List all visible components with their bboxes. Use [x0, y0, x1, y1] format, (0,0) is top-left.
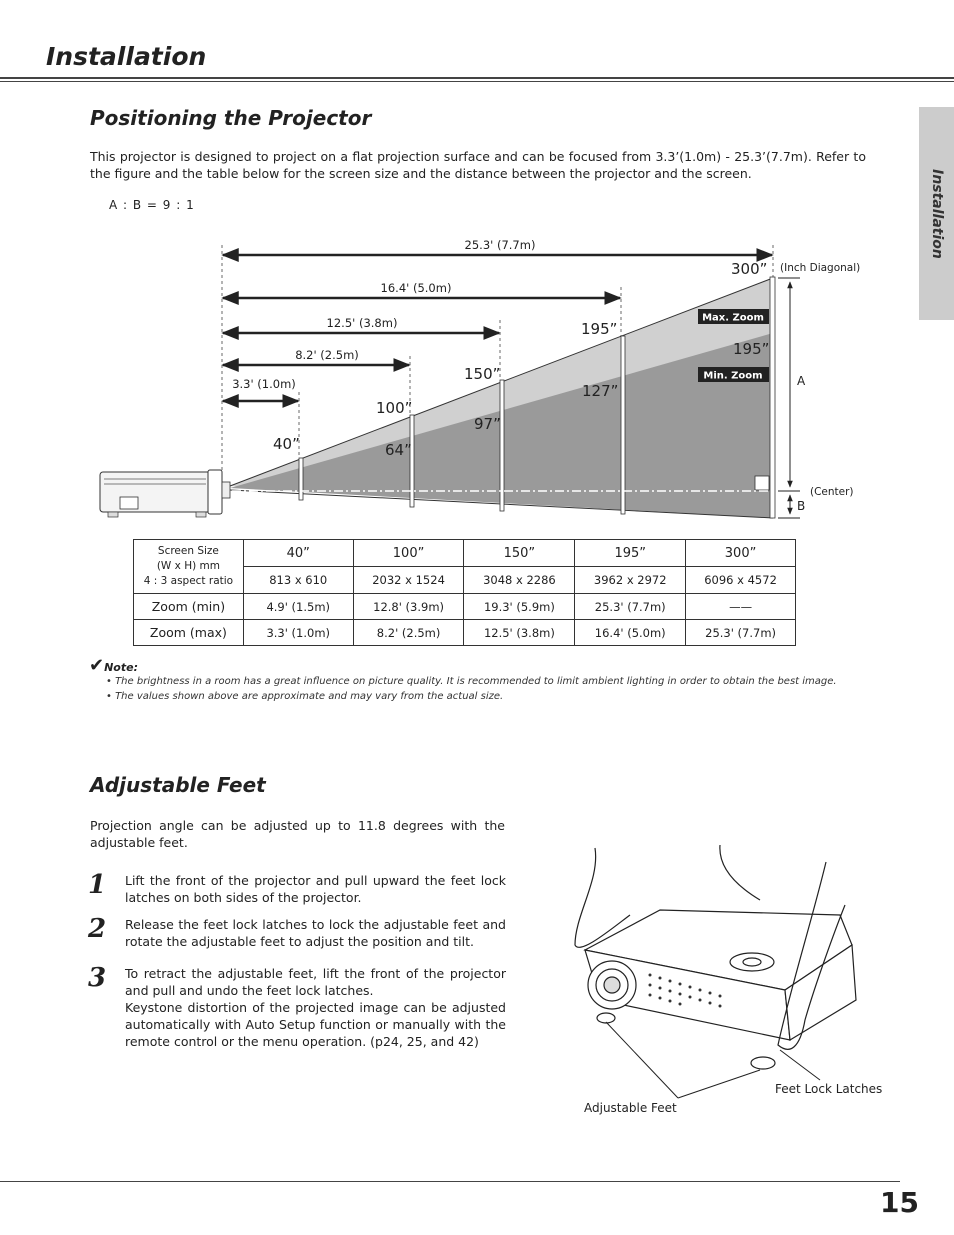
caption-feet-lock-latches: Feet Lock Latches	[775, 1082, 883, 1096]
table-header-label	[134, 540, 244, 594]
zoom-min-cell: 25.3' (7.7m)	[575, 594, 686, 620]
side-tab-label: Installation	[928, 168, 945, 259]
step-text-extra: Keystone distortion of the projected image can be adjusted automatically with Auto Setup function or manually with the remote control or the menu operation. (p24, 25, and 42)	[125, 1000, 506, 1049]
zoom-max-cell: 25.3' (7.7m)	[686, 620, 796, 646]
note-heading	[89, 655, 138, 676]
table-size-cell: 300”	[686, 540, 796, 567]
screen-size-table	[133, 539, 796, 646]
projection-distance-diagram	[95, 228, 885, 528]
step-text: Release the feet lock latches to lock the adjustable feet and rotate the adjustable feet to adjust the position and tilt.	[125, 917, 506, 949]
table-size-cell: 150”	[464, 540, 575, 567]
size-label-max-195: 195”	[581, 320, 618, 338]
zoom-max-label: Zoom (max)	[134, 620, 244, 646]
note-title: Note:	[104, 661, 138, 674]
checkmark-icon: ✔	[89, 655, 105, 676]
table-dim-cell: 3048 x 2286	[464, 567, 575, 594]
projector-side-icon	[100, 470, 230, 517]
screen-195	[621, 336, 625, 514]
section-title-feet: Adjustable Feet	[90, 773, 266, 797]
step-number: 1	[88, 870, 107, 900]
zoom-min-cell: ——	[686, 594, 796, 620]
distance-label-150: 12.5' (3.8m)	[326, 316, 398, 330]
size-label-min-195: 195”	[733, 340, 770, 358]
zoom-max-cell: 8.2' (2.5m)	[353, 620, 464, 646]
projector-hands-illustration	[560, 840, 883, 1110]
zoom-min-cell: 12.8' (3.9m)	[353, 594, 464, 620]
header-line-1: Screen Size	[157, 545, 219, 557]
table-dim-cell: 6096 x 4572	[686, 567, 796, 594]
footer-rule	[0, 1181, 900, 1182]
table-size-cell: 100”	[353, 540, 464, 567]
feet-intro: Projection angle can be adjusted up to 11.8 degrees with the adjustable feet.	[90, 818, 505, 850]
screen-100	[410, 415, 414, 507]
side-tab	[919, 107, 954, 320]
positioning-intro: This projector is designed to project on a flat projection surface and can be focused from 3.3’(1.0m) - 25.3’(7.7m). Refer to the figure and the table below for the screen size and the distance between the projector and the screen.	[90, 149, 866, 181]
section-title-positioning: Positioning the Projector	[90, 106, 372, 130]
aspect-ratio-note: A : B = 9 : 1	[109, 198, 195, 212]
header-rule-thin	[0, 81, 954, 82]
zoom-min-label: Zoom (min)	[134, 594, 244, 620]
center-marker	[755, 476, 769, 490]
step-number: 3	[88, 963, 107, 993]
label-a: A	[797, 374, 806, 388]
size-label-max-100: 100”	[376, 399, 413, 417]
distance-label-300: 25.3' (7.7m)	[464, 238, 536, 252]
zoom-max-cell: 12.5' (3.8m)	[464, 620, 575, 646]
distance-label-40: 3.3' (1.0m)	[232, 377, 296, 391]
step-text: To retract the adjustable feet, lift the front of the projector and pull and undo the feet lock latches.	[125, 966, 506, 998]
distance-label-100: 8.2' (2.5m)	[295, 348, 359, 362]
step-text: Lift the front of the projector and pull upward the feet lock latches on both sides of the projector.	[125, 873, 506, 905]
center-label: (Center)	[810, 486, 854, 498]
size-label-min-127: 127”	[582, 382, 619, 400]
screen-40	[299, 458, 303, 500]
step-number: 2	[88, 914, 107, 944]
min-zoom-label: Min. Zoom	[703, 370, 763, 382]
zoom-max-cell: 16.4' (5.0m)	[575, 620, 686, 646]
zoom-max-cell: 3.3' (1.0m)	[243, 620, 353, 646]
header-rule	[0, 77, 954, 79]
max-zoom-label: Max. Zoom	[702, 312, 764, 324]
header-line-2: (W x H) mm	[156, 560, 220, 572]
caption-adjustable-feet: Adjustable Feet	[584, 1101, 677, 1115]
distance-label-195: 16.4' (5.0m)	[380, 281, 452, 295]
table-size-cell: 40”	[243, 540, 353, 567]
page-title: Installation	[46, 42, 207, 71]
inch-diagonal-label: (Inch Diagonal)	[780, 262, 861, 274]
size-label-300: 300”	[731, 260, 768, 278]
size-label-max-40: 40”	[273, 435, 300, 453]
screen-300	[770, 277, 775, 518]
table-dim-cell: 2032 x 1524	[353, 567, 464, 594]
note-item: • The brightness in a room has a great influence on picture quality. It is recommended to limit ambient lighting in order to obtain the best image.	[106, 676, 837, 687]
size-label-max-150: 150”	[464, 365, 501, 383]
table-dim-cell: 3962 x 2972	[575, 567, 686, 594]
table-size-cell: 195”	[575, 540, 686, 567]
zoom-min-cell: 19.3' (5.9m)	[464, 594, 575, 620]
label-b: B	[797, 499, 806, 513]
size-label-min-97: 97”	[474, 415, 501, 433]
size-label-min-64: 64”	[385, 441, 412, 459]
header-line-3: 4 : 3 aspect ratio	[143, 575, 234, 587]
note-item: • The values shown above are approximate and may vary from the actual size.	[106, 691, 504, 702]
table-dim-cell: 813 x 610	[243, 567, 353, 594]
page-number: 15	[880, 1186, 919, 1219]
zoom-min-cell: 4.9' (1.5m)	[243, 594, 353, 620]
